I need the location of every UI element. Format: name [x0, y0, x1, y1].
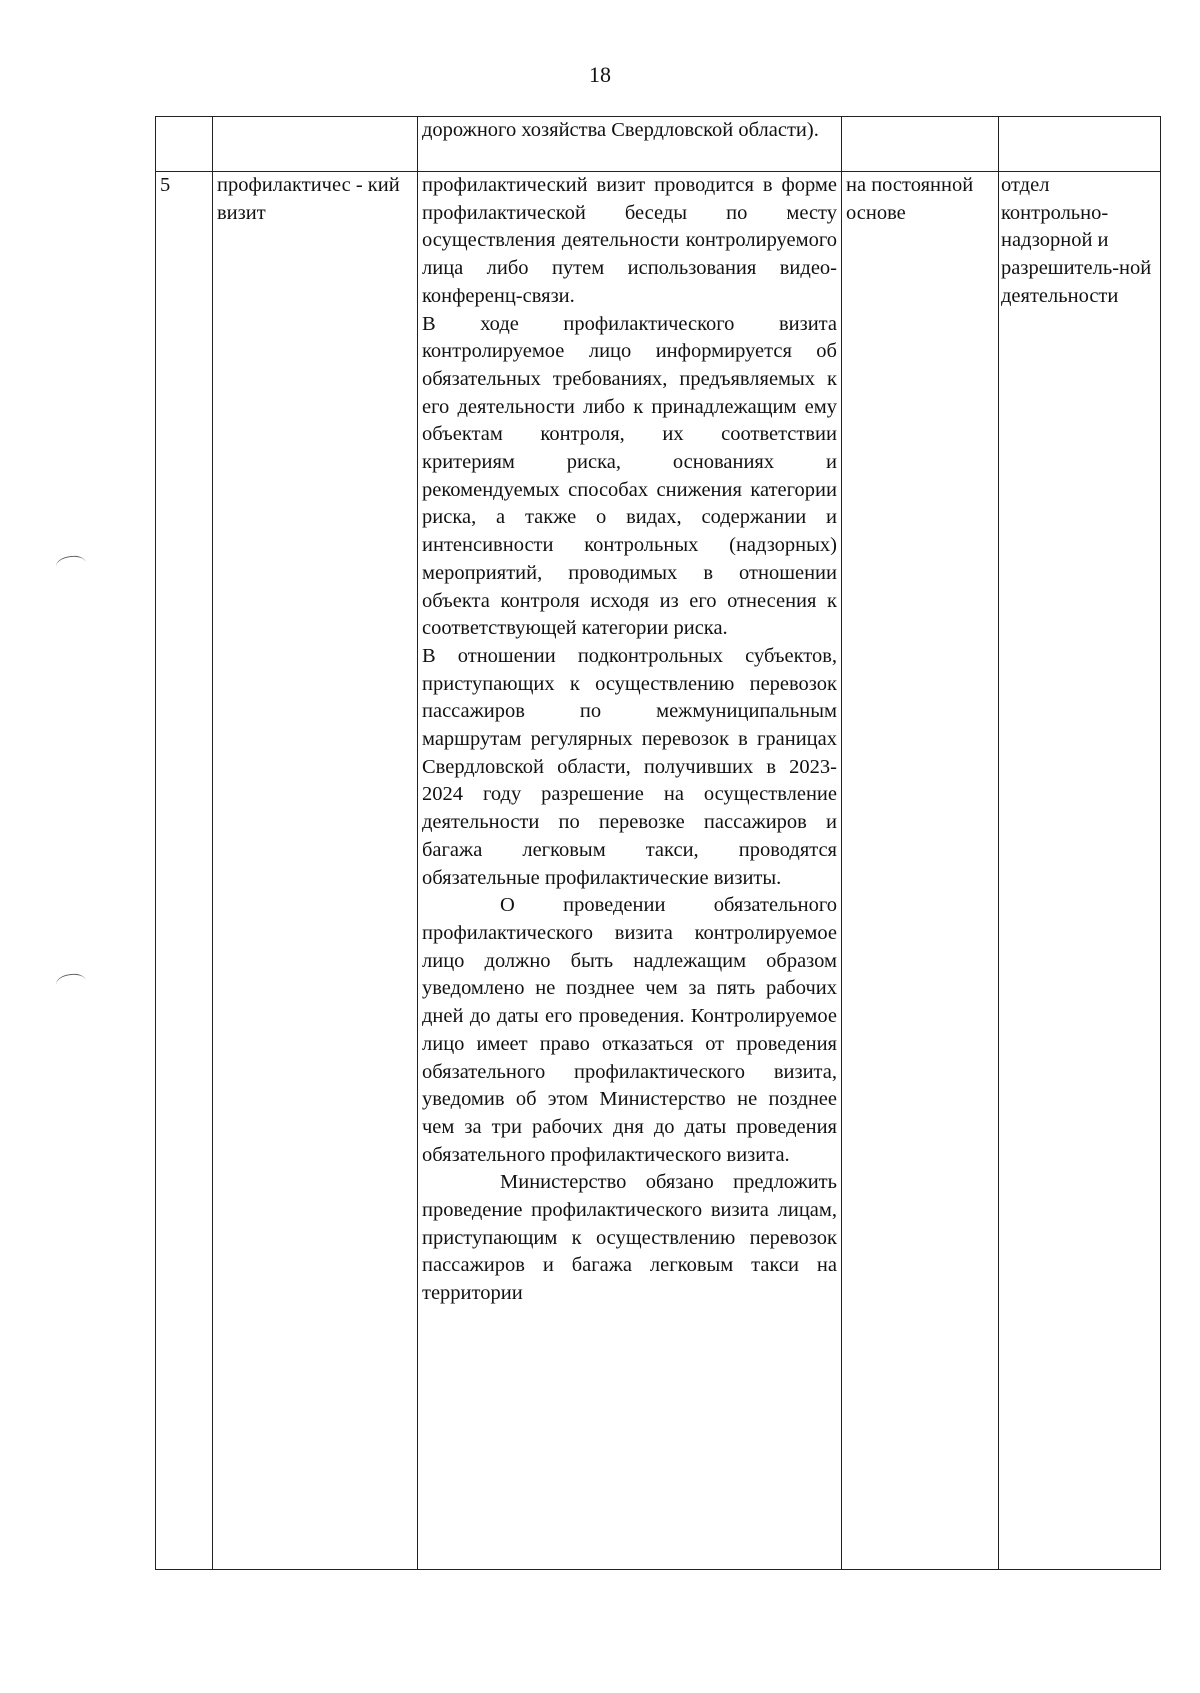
- cell-number: [156, 117, 213, 172]
- cell-timing: [842, 117, 999, 172]
- cell-name: [213, 117, 418, 172]
- cell-name: профилактичес - кий визит: [213, 172, 418, 1570]
- description-paragraph: В отношении подконтрольных субъектов, приступающих к осуществлению перевозок пассажиров по межмуниципальным маршрутам регулярных перевозок в границах Свердловской области, получивших в 2023-2024 году разрешение на осуществление деятельности по перевозке пассажиров и багажа легковым такси, проводятся обязательные профилактические визиты.: [422, 644, 837, 889]
- description-paragraph: Министерство обязано предложить проведение профилактического визита лицам, приступающим к осуществлению перевозок пассажиров и багажа легковым такси на территории: [422, 1171, 837, 1305]
- cell-number: 5: [156, 172, 213, 1570]
- table-row: [156, 172, 1161, 1570]
- cell-timing: на постоянной основе: [842, 172, 999, 1570]
- description-paragraph: профилактический визит проводится в форме профилактической беседы по месту осуществления деятельности контролируемого лица либо путем использования видео-конференц-связи.: [422, 174, 837, 307]
- description-paragraph: В ходе профилактического визита контролируемое лицо информируется об обязательных требованиях, предъявляемых к его деятельности либо к принадлежащим ему объектам контроля, их соответствии критериям риска, основаниях и рекомендуемых способах снижения категории риска, а также о видах, содержании и интенсивности контрольных (надзорных) мероприятий, проводимых в отношении объекта контроля исходя из его отнесения к соответствующей категории риска.: [422, 312, 837, 640]
- margin-mark: [55, 554, 87, 575]
- cell-description: [418, 172, 842, 1570]
- measures-table: [155, 116, 1161, 1570]
- page-number: 18: [589, 62, 611, 87]
- description-paragraph: О проведении обязательного профилактического визита контролируемое лицо должно быть надлежащим образом уведомлено не позднее чем за пять рабочих дней до даты его проведения. Контролируемое лицо имеет право отказаться от проведения обязательного профилактического визита, уведомив об этом Министерство не позднее чем за три рабочих дня до даты проведения обязательного профилактического визита.: [422, 894, 837, 1166]
- table-row: [156, 117, 1161, 172]
- cell-responsible: [999, 117, 1161, 172]
- cell-responsible: отдел контрольно-надзорной и разрешитель-ной деятельности: [999, 172, 1161, 1570]
- margin-mark: [55, 972, 87, 993]
- cell-description: дорожного хозяйства Свердловской области).: [418, 117, 842, 172]
